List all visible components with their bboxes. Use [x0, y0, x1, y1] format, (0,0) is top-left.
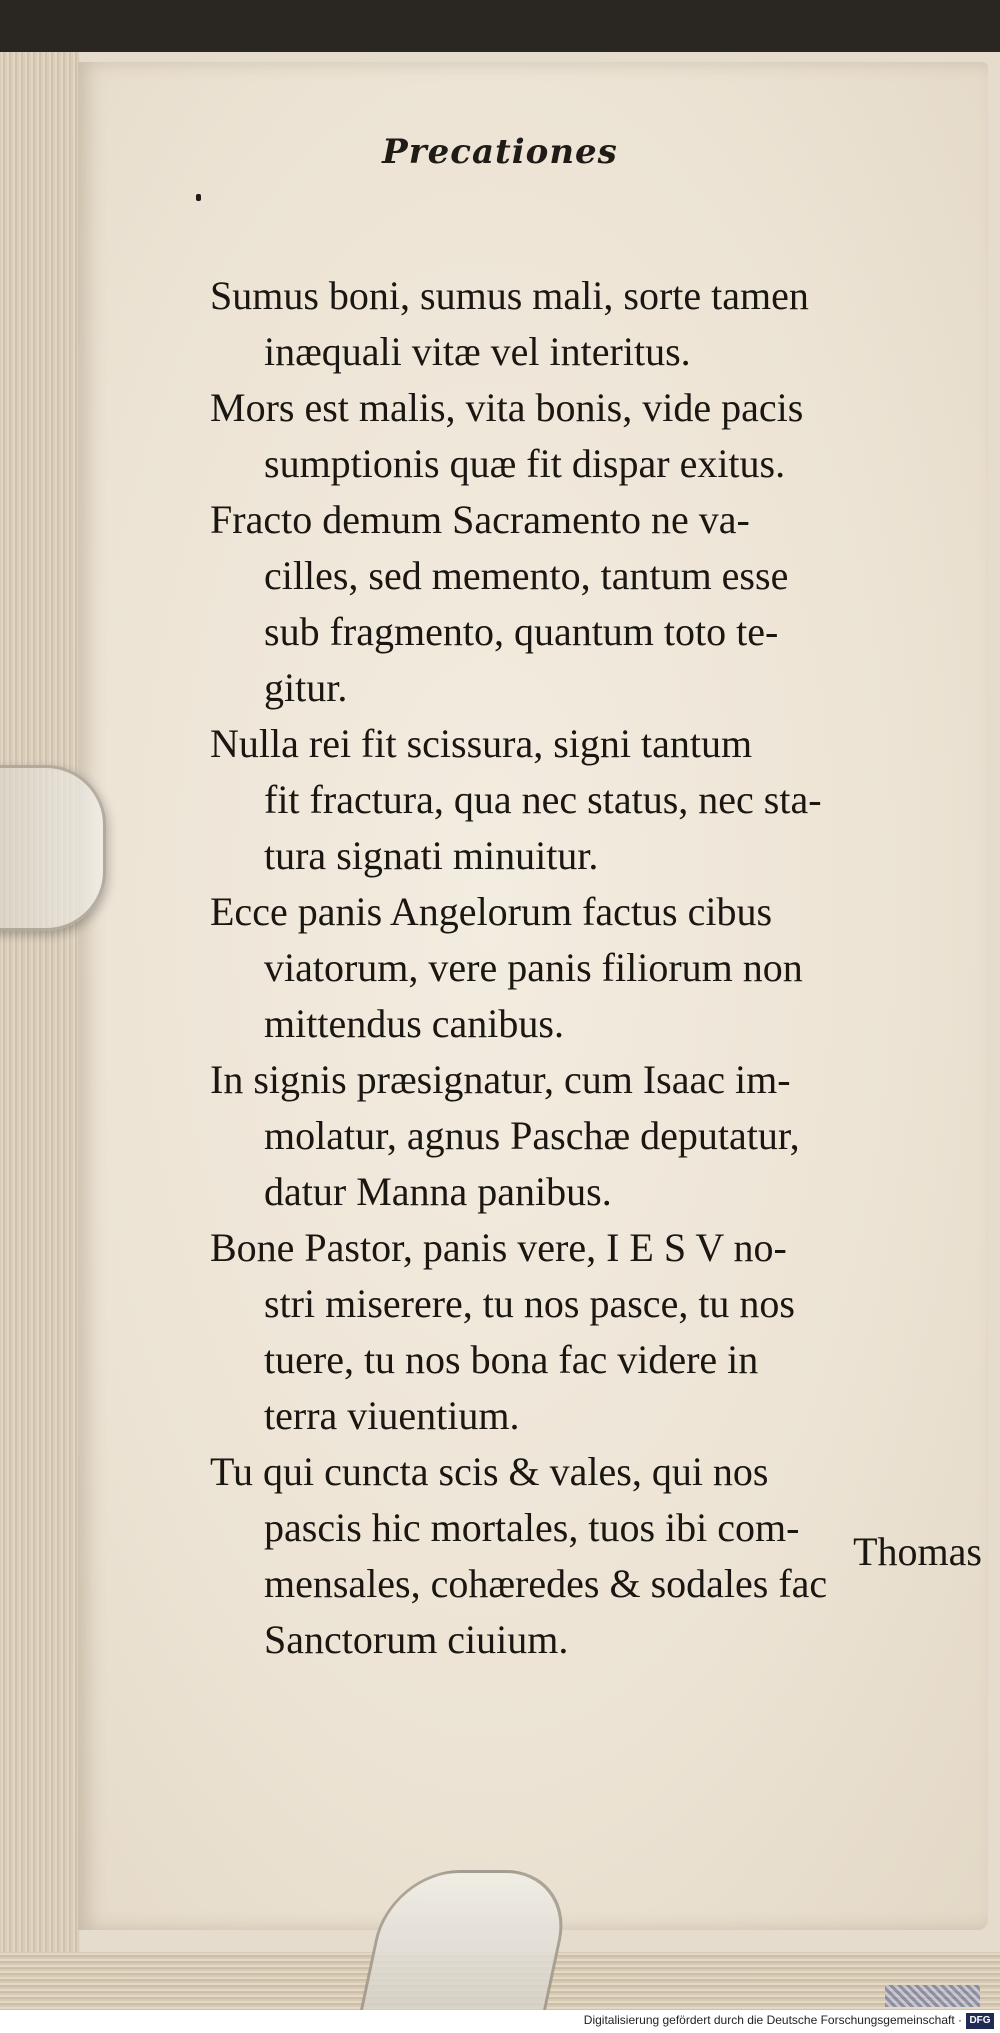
stanza — [210, 380, 990, 492]
verse-line: tuere, tu nos bona fac videre in — [264, 1337, 759, 1382]
digitization-footer — [0, 2010, 1000, 2033]
verse-line: Sanctorum ciuium. — [264, 1617, 569, 1662]
verse-line: pascis hic mortales, tuos ibi com- — [264, 1505, 800, 1550]
page-mark — [196, 194, 201, 201]
verse-line: Nulla rei fit scissura, signi tantum — [210, 721, 753, 766]
stanza — [210, 1220, 990, 1444]
stanza — [210, 1052, 990, 1220]
verse-line: gitur. — [264, 665, 348, 710]
footer-text: Digitalisierung gefördert durch die Deutsche Forschungsgemeinschaft · — [583, 2013, 962, 2027]
verse-line: Tu qui cuncta scis & vales, qui nos — [210, 1449, 769, 1494]
catchword: Thomas — [853, 1529, 982, 1574]
verse-line: mensales, cohæredes & sodales fac — [264, 1561, 828, 1606]
verse-line: Mors est malis, vita bonis, vide pacis — [210, 385, 804, 430]
verse-line: Ecce panis Angelorum factus cibus — [210, 889, 773, 934]
verse-line: stri miserere, tu nos pasce, tu nos — [264, 1281, 795, 1326]
page-clip — [0, 765, 106, 931]
verse-line: terra viuentium. — [264, 1393, 520, 1438]
page-edges — [0, 52, 80, 2010]
stanza — [210, 492, 990, 716]
running-head: Precationes — [382, 132, 618, 172]
verse-line: In signis præsignatur, cum Isaac im- — [210, 1057, 791, 1102]
verse-line: Fracto demum Sacramento ne va- — [210, 497, 750, 542]
verse-line: sub fragmento, quantum toto te- — [264, 609, 779, 654]
stanza — [210, 268, 990, 380]
dfg-logo: DFG — [966, 2013, 994, 2029]
verse-line: sumptionis quæ fit dispar exitus. — [264, 441, 786, 486]
hymn-text — [210, 268, 990, 1668]
verse-line: inæquali vitæ vel interitus. — [264, 329, 691, 374]
verse-line: cilles, sed memento, tantum esse — [264, 553, 789, 598]
verse-line: mittendus canibus. — [264, 1001, 564, 1046]
verse-line: datur Manna panibus. — [264, 1169, 612, 1214]
stanza — [210, 716, 990, 884]
verse-line: Sumus boni, sumus mali, sorte tamen — [210, 273, 809, 318]
library-stamp — [885, 1985, 980, 2007]
verse-line: viatorum, vere panis filiorum non — [264, 945, 803, 990]
stanza — [210, 884, 990, 1052]
verse-line: fit fractura, qua nec status, nec sta- — [264, 777, 822, 822]
verse-line: molatur, agnus Paschæ deputatur, — [264, 1113, 800, 1158]
verse-line: Bone Pastor, panis vere, I E S V no- — [210, 1225, 787, 1270]
verse-line: tura signati minuitur. — [264, 833, 599, 878]
